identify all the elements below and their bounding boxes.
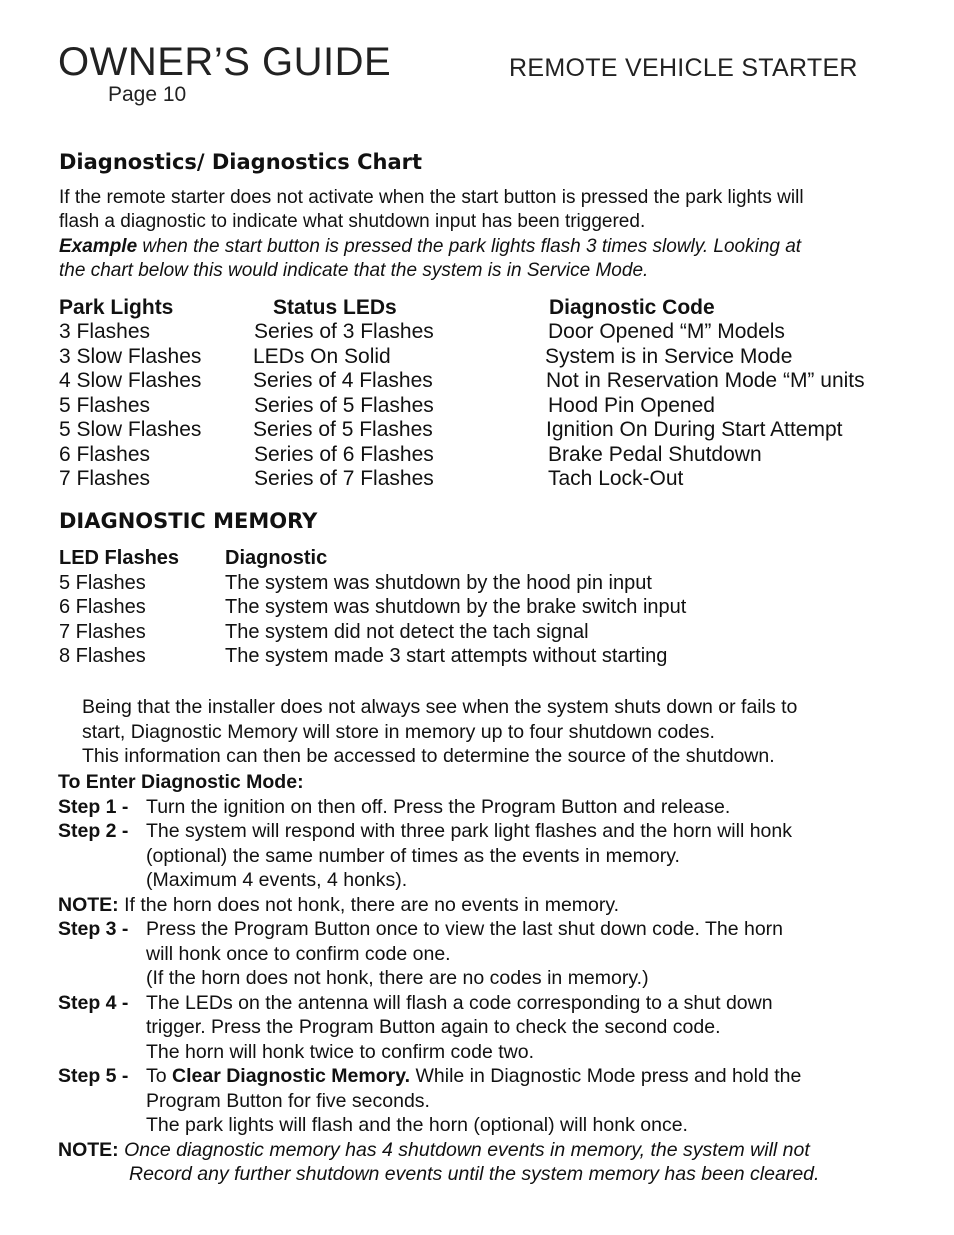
- step-4-label: Step 4 -: [58, 991, 129, 1014]
- chart-cell: Series of 5 Flashes: [254, 394, 434, 417]
- step-3-text: will honk once to confirm code one.: [146, 942, 451, 965]
- chart-cell: Series of 3 Flashes: [254, 320, 434, 343]
- chart-cell: 6 Flashes: [59, 443, 151, 466]
- step-4: [58, 991, 938, 1016]
- chart-cell: 5 Slow Flashes: [59, 418, 202, 441]
- note-1-text: If the horn does not honk, there are no events in memory.: [118, 893, 620, 916]
- step-4-text: trigger. Press the Program Button again to check the second code.: [146, 1016, 721, 1038]
- chart-cell: Door Opened “M” Models: [548, 320, 785, 343]
- memory-cell: The system was shutdown by the brake switch input: [225, 596, 687, 618]
- memory-cell: 7 Flashes: [59, 621, 146, 643]
- chart-cell: LEDs On Solid: [253, 345, 391, 368]
- memory-header-diagnostic: Diagnostic: [225, 547, 328, 569]
- chart-cell: Series of 4 Flashes: [253, 369, 433, 392]
- note-1: [58, 893, 938, 918]
- diagnostics-heading: Diagnostics/ Diagnostics Chart: [59, 150, 423, 174]
- note-2: [58, 1138, 938, 1163]
- chart-header-park-lights: Park Lights: [59, 296, 174, 319]
- note-2-text: Record any further shutdown events until the system memory has been cleared.: [129, 1163, 820, 1185]
- step-2: [58, 819, 938, 844]
- guide-subtitle: REMOTE VEHICLE STARTER: [509, 54, 858, 82]
- page-number: Page 10: [108, 83, 187, 106]
- step-1-label: Step 1 -: [58, 795, 129, 818]
- memory-cell: The system was shutdown by the hood pin input: [225, 572, 652, 594]
- step-4-text: The horn will honk twice to confirm code two.: [146, 1040, 535, 1063]
- chart-cell: 7 Flashes: [59, 467, 151, 490]
- chart-cell: Series of 6 Flashes: [254, 443, 434, 466]
- memory-heading: DIAGNOSTIC MEMORY: [59, 509, 318, 533]
- chart-header-status-leds: Status LEDs: [273, 296, 397, 319]
- step-5-text: To: [146, 1065, 173, 1087]
- note-1-label: NOTE:: [58, 893, 119, 916]
- guide-title: OWNER’S GUIDE: [58, 40, 392, 84]
- step-4-text: The LEDs on the antenna will flash a code corresponding to a shut down: [146, 991, 773, 1014]
- example-text: when the start button is pressed the park lights flash 3 times slowly. Looking at: [137, 236, 802, 257]
- chart-cell: Hood Pin Opened: [548, 394, 715, 417]
- chart-cell: Tach Lock-Out: [548, 467, 684, 490]
- note-2-text: Once diagnostic memory has 4 shutdown events in memory, the system will not: [118, 1138, 810, 1161]
- chart-cell: 4 Slow Flashes: [59, 369, 202, 392]
- step-3-text: Press the Program Button once to view the last shut down code. The horn: [146, 918, 783, 940]
- example-label: Example: [59, 236, 138, 257]
- chart-cell: 3 Flashes: [59, 320, 151, 343]
- chart-cell: Brake Pedal Shutdown: [548, 443, 762, 466]
- step-1-text: Turn the ignition on then off. Press the Program Button and release.: [146, 795, 731, 818]
- procedure-section: [58, 770, 938, 1187]
- step-2-text: The system will respond with three park light flashes and the horn will honk: [146, 820, 792, 842]
- step-3-text: (If the horn does not honk, there are no codes in memory.): [146, 967, 649, 989]
- memory-para-line-2: start, Diagnostic Memory will store in memory up to four shutdown codes.: [82, 721, 715, 743]
- step-5-emphasis: Clear Diagnostic Memory.: [172, 1065, 411, 1087]
- chart-cell: System is in Service Mode: [545, 345, 793, 368]
- chart-cell: Ignition On During Start Attempt: [546, 418, 843, 441]
- memory-para-line-3: This information can then be accessed to determine the source of the shutdown.: [82, 745, 775, 767]
- step-5-text: The park lights will flash and the horn (optional) will honk once.: [146, 1114, 688, 1136]
- step-5-text: Program Button for five seconds.: [146, 1089, 430, 1112]
- step-5-text: While in Diagnostic Mode press and hold the: [410, 1065, 802, 1087]
- memory-cell: The system made 3 start attempts without starting: [225, 645, 668, 667]
- step-2-label: Step 2 -: [58, 820, 129, 842]
- step-5-label: Step 5 -: [58, 1065, 129, 1087]
- memory-header-led-flashes: LED Flashes: [59, 547, 180, 569]
- step-2-text: (Maximum 4 events, 4 honks).: [146, 869, 408, 891]
- chart-header-diagnostic-code: Diagnostic Code: [549, 296, 715, 319]
- note-2-label: NOTE:: [58, 1138, 119, 1161]
- memory-cell: The system did not detect the tach signal: [225, 621, 589, 643]
- chart-cell: Not in Reservation Mode “M” units: [546, 369, 865, 392]
- memory-cell: 8 Flashes: [59, 645, 146, 667]
- step-3-label: Step 3 -: [58, 918, 129, 940]
- step-3: [58, 917, 938, 942]
- intro-line-1: If the remote starter does not activate when the start button is pressed the park lights will: [59, 187, 804, 208]
- chart-cell: Series of 7 Flashes: [254, 467, 434, 490]
- memory-cell: 5 Flashes: [59, 572, 146, 594]
- chart-cell: Series of 5 Flashes: [253, 418, 433, 441]
- example-line-1: [59, 235, 801, 260]
- step-2-text: (optional) the same number of times as the events in memory.: [146, 844, 680, 867]
- procedure-heading: To Enter Diagnostic Mode:: [58, 771, 304, 793]
- example-line-2: the chart below this would indicate that the system is in Service Mode.: [59, 260, 649, 281]
- chart-cell: 3 Slow Flashes: [59, 345, 202, 368]
- memory-cell: 6 Flashes: [59, 596, 146, 618]
- intro-line-2: flash a diagnostic to indicate what shutdown input has been triggered.: [59, 211, 646, 232]
- chart-cell: 5 Flashes: [59, 394, 151, 417]
- memory-para-line-1: Being that the installer does not always see when the system shuts down or fails to: [82, 696, 798, 718]
- step-1: [58, 795, 938, 820]
- step-5: [58, 1064, 938, 1089]
